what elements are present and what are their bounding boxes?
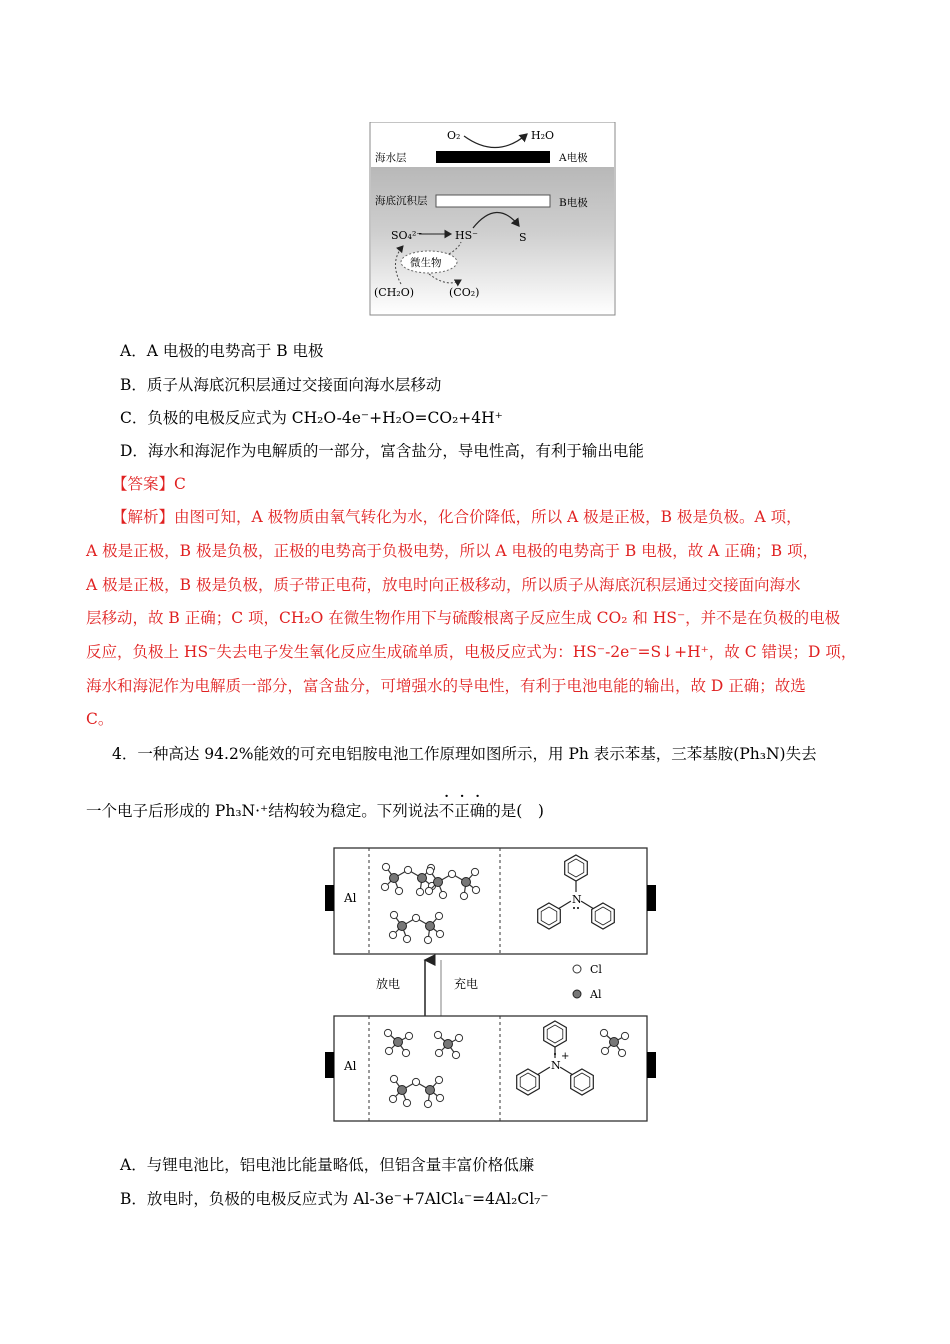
q3-analysis-line-2: A 极是正极，B 极是负极，正极的电势高于负极电势，所以 A 电极的电势高于 B 电极，故 A 正确；B 项， [86,542,819,560]
hs-label: HS⁻ [455,229,478,242]
electrode-b-label: B电极 [559,197,588,209]
electrode-a [436,151,550,163]
q3-analysis-line-1: 【解析】由图可知，A 极物质由氧气转化为水，化合价降低，所以 A 极是正极，B 极是负极。A 项， [112,508,802,526]
ch2o-label: (CH₂O) [374,286,415,299]
q3-analysis-line-4: 层移动，故 B 正确；C 项，CH₂O 在微生物作用下与硫酸根离子反应生成 CO₂ 和 HS⁻，并不是在负极的电极 [86,609,841,627]
q3-answer: 【答案】C [112,475,186,493]
discharge-label: 放电 [376,977,401,991]
q3-option-c: C．负极的电极反应式为 CH₂O-4e⁻+H₂O=CO₂+4H⁺ [120,409,503,427]
top-right-terminal [647,885,656,911]
legend-cl-label: Cl [590,963,602,976]
sulfur-label: S [519,231,527,244]
q3-analysis-line-5: 反应，负极上 HS⁻失去电子发生氧化反应生成硫单质，电极反应式为：HS⁻-2e⁻=S↓+H⁺，故 C 错误；D 项， [86,643,857,661]
bottom-left-terminal [325,1052,334,1078]
top-left-terminal [325,885,334,911]
bottom-right-terminal [647,1052,656,1078]
top-cell-outline [334,848,647,954]
microbe-label: 微生物 [410,257,442,269]
sediment-layer-label: 海底沉积层 [375,195,428,207]
emphasis-char-3: 确 [469,802,486,820]
q3-analysis-line-3: A 极是正极，B 极是负极，质子带正电荷，放电时向正极移动，所以质子从海底沉积层通过交接面向海水 [86,576,801,594]
q4-stem-line-1: 4．一种高达 94.2%能效的可充电铝胺电池工作原理如图所示，用 Ph 表示苯基，三苯基胺(Ph₃N)失去 [112,745,817,763]
co2-label: (CO₂) [449,286,480,299]
bottom-nitrogen-label: N [551,1059,561,1072]
q3-analysis-line-7: C。 [86,710,114,728]
seabed-cell-diagram [369,122,617,316]
emphasis-char-1: 不 [438,802,455,820]
seawater-layer-label: 海水层 [375,152,407,164]
legend-al-marker [573,990,581,998]
q3-option-d: D．海水和海泥作为电解质的一部分，富含盐分，导电性高，有利于输出电能 [120,442,644,460]
q3-analysis-line-6: 海水和海泥作为电解质一部分，富含盐分，可增强水的导电性，有利于电池电能的输出，故 D 正确；故选 [86,677,806,695]
al-amine-battery-diagram [322,846,660,1122]
legend-cl-marker [573,965,581,973]
q4-stem-line-2 [86,800,544,822]
electrode-a-label: A电极 [559,152,588,164]
bottom-al-electrode-label: Al [344,1059,357,1073]
sulfate-label: SO₄²⁻ [391,229,423,242]
h2o-label: H₂O [531,129,555,142]
emphasis-char-2: 正 [454,802,470,820]
electrode-b [436,195,550,207]
q4-stem-text-before: 一个电子后形成的 Ph₃N·⁺结构较为稳定。下列说法 [86,802,439,820]
o2-label: O₂ [447,129,461,142]
bottom-cell-outline [334,1016,647,1121]
q3-option-a: A．A 电极的电势高于 B 电极 [120,342,324,360]
q4-option-a: A．与锂电池比，铝电池比能量略低，但铝含量丰富价格低廉 [120,1156,535,1174]
q4-option-b: B．放电时，负极的电极反应式为 Al-3e⁻+7AlCl₄⁻=4Al₂Cl₇⁻ [120,1190,549,1208]
q3-option-b: B．质子从海底沉积层通过交接面向海水层移动 [120,376,442,394]
nitrogen-charge-label: + [561,1051,570,1062]
legend-al-label: Al [590,988,602,1001]
charge-label: 充电 [454,977,479,991]
q4-stem-text-after: 的是( ) [485,802,544,820]
top-al-electrode-label: Al [344,891,357,905]
top-nitrogen-label: N [572,893,582,906]
